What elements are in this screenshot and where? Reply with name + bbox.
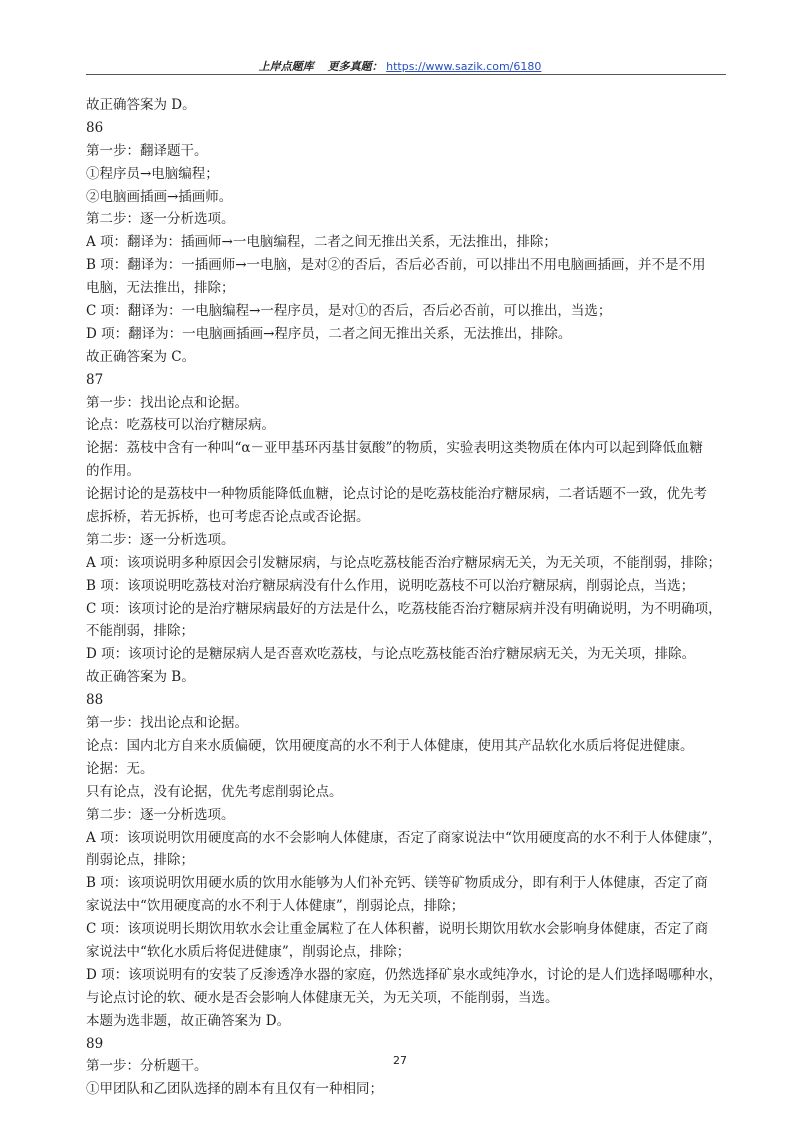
text-line: 故正确答案为 C。 bbox=[86, 348, 196, 365]
text-line: 的作用。 bbox=[86, 463, 140, 480]
text-line: 86 bbox=[86, 119, 104, 136]
text-line: A 项：该项说明多种原因会引发糖尿病，与论点吃荔枝能否治疗糖尿病无关，为无关项，不能削弱，排除； bbox=[86, 554, 722, 571]
text-line: 论据：无。 bbox=[86, 760, 154, 777]
text-line: 与论点讨论的软、硬水是否会影响人体健康无关，为无关项，不能削弱，当选。 bbox=[86, 989, 559, 1006]
text-line: 只有论点，没有论据，优先考虑削弱论点。 bbox=[86, 783, 343, 800]
text-line: 第二步：逐一分析选项。 bbox=[86, 211, 235, 228]
text-line: 第二步：逐一分析选项。 bbox=[86, 806, 235, 823]
text-line: 家说法中“软化水质后将促进健康”，削弱论点，排除； bbox=[86, 943, 411, 960]
text-line: 论点：吃荔枝可以治疗糖尿病。 bbox=[86, 417, 275, 434]
header-link[interactable]: https://www.sazik.com/6180 bbox=[386, 60, 542, 73]
document-body bbox=[86, 94, 726, 1101]
text-line: 本题为选非题，故正确答案为 D。 bbox=[86, 1012, 291, 1029]
text-line: 87 bbox=[86, 371, 104, 388]
text-line: A 项：该项说明饮用硬度高的水不会影响人体健康，否定了商家说法中“饮用硬度高的水不利于人体健康”， bbox=[86, 829, 722, 846]
text-line: D 项：翻译为：一电脑画插画→程序员，二者之间无推出关系，无法推出，排除。 bbox=[86, 325, 572, 342]
text-line: 第一步：分析题干。 bbox=[86, 1058, 208, 1075]
text-line: 论据：荔枝中含有一种叫“α－亚甲基环丙基甘氨酸”的物质，实验表明这类物质在体内可以起到降低血糖 bbox=[86, 440, 703, 457]
header-divider bbox=[86, 74, 726, 75]
text-line: B 项：该项说明饮用硬水质的饮用水能够为人们补充钙、镁等矿物质成分，即有利于人体健康，否定了商 bbox=[86, 875, 708, 892]
header-brand: 上岸点题库 bbox=[258, 60, 314, 73]
text-line: C 项：该项讨论的是治疗糖尿病最好的方法是什么，吃荔枝能否治疗糖尿病并没有明确说明，为不明确项， bbox=[86, 600, 722, 617]
page-number: 27 bbox=[393, 1054, 407, 1067]
text-line: C 项：该项说明长期饮用软水会让重金属粒了在人体积蓄，说明长期饮用软水会影响身体健康，否定了商 bbox=[86, 921, 709, 938]
header-label: 更多真题： bbox=[327, 60, 383, 73]
text-line: 论点：国内北方自来水质偏硬，饮用硬度高的水不利于人体健康，使用其产品软化水质后将促进健康。 bbox=[86, 737, 694, 754]
text-line: D 项：该项讨论的是糖尿病人是否喜欢吃荔枝，与论点吃荔枝能否治疗糖尿病无关，为无关项，排除。 bbox=[86, 646, 696, 663]
text-line: C 项：翻译为：一电脑编程→一程序员，是对①的否后，否后必否前，可以推出，当选； bbox=[86, 303, 612, 320]
text-line: 第一步：翻译题干。 bbox=[86, 142, 208, 159]
text-line: ①甲团队和乙团队选择的剧本有且仅有一种相同； bbox=[86, 1081, 383, 1098]
text-line: 不能削弱，排除； bbox=[86, 623, 194, 640]
text-line: 虑拆桥，若无拆桥，也可考虑否论点或否论据。 bbox=[86, 509, 370, 526]
text-line: 第二步：逐一分析选项。 bbox=[86, 531, 235, 548]
page-header bbox=[0, 58, 800, 74]
text-line: 第一步：找出论点和论据。 bbox=[86, 715, 248, 732]
text-line: 家说法中“饮用硬度高的水不利于人体健康”，削弱论点，排除； bbox=[86, 898, 465, 915]
text-line: 故正确答案为 D。 bbox=[86, 97, 196, 113]
text-line: 故正确答案为 B。 bbox=[86, 669, 195, 686]
text-line: 电脑，无法推出，排除； bbox=[86, 280, 235, 297]
text-line: B 项：该项说明吃荔枝对治疗糖尿病没有什么作用，说明吃荔枝不可以治疗糖尿病，削弱论点，当选； bbox=[86, 577, 695, 594]
text-line: D 项：该项说明有的安装了反渗透净水器的家庭，仍然选择矿泉水或纯净水，讨论的是人们选择喝哪种水， bbox=[86, 966, 723, 983]
text-line: B 项：翻译为：一插画师→一电脑，是对②的否后，否后必否前，可以排出不用电脑画插画，并不是不用 bbox=[86, 257, 706, 274]
text-line: ①程序员→电脑编程； bbox=[86, 165, 219, 182]
text-line: 89 bbox=[86, 1035, 104, 1052]
text-line: 论据讨论的是荔枝中一种物质能降低血糖，论点讨论的是吃荔枝能治疗糖尿病，二者话题不一致，优先考 bbox=[86, 486, 707, 503]
text-line: 第一步：找出论点和论据。 bbox=[86, 394, 248, 411]
text-line: 削弱论点，排除； bbox=[86, 852, 194, 869]
text-line: 88 bbox=[86, 692, 104, 709]
text-line: A 项：翻译为：插画师→一电脑编程，二者之间无推出关系，无法推出，排除； bbox=[86, 234, 557, 251]
text-line: ②电脑画插画→插画师。 bbox=[86, 188, 233, 205]
